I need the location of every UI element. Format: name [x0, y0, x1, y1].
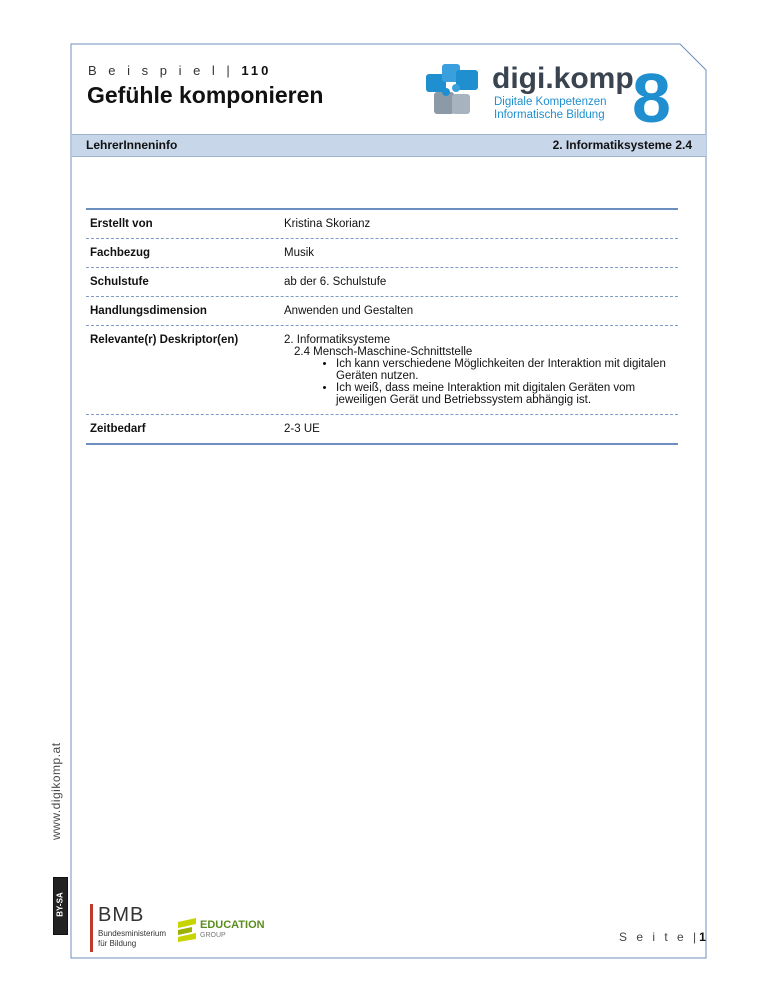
education-group-icon — [176, 916, 198, 942]
table-row — [86, 326, 678, 415]
row-key: Relevante(r) Deskriptor(en) — [90, 334, 239, 346]
row-key: Schulstufe — [90, 276, 149, 288]
row-value: Anwenden und Gestalten — [284, 305, 414, 317]
info-bar-right: 2. Informatiksysteme 2.4 — [552, 138, 692, 152]
page-label: S e i t e | — [619, 930, 700, 944]
table-row — [86, 415, 678, 443]
row-value: ab der 6. Schulstufe — [284, 276, 387, 288]
info-bar — [72, 134, 706, 157]
license-label: BY-SA — [55, 892, 65, 917]
descriptor-list — [284, 358, 678, 406]
bmb-fullname — [98, 929, 178, 949]
row-value: Kristina Skorianz — [284, 218, 371, 230]
descriptor-item: • Ich weiß, dass meine Interaktion mit digitalen Geräten vom jeweiligen Gerät und Betriebssystem abhängig ist. — [336, 382, 678, 406]
website-vertical-text: www.digikomp.at — [49, 742, 63, 840]
cc-license-icon — [53, 877, 68, 935]
table-row — [86, 297, 678, 326]
row-value: Musik — [284, 247, 315, 259]
table-row — [86, 268, 678, 297]
table-row — [86, 210, 678, 239]
row-key: Erstellt von — [90, 218, 153, 230]
page-title: Gefühle komponieren — [87, 82, 324, 108]
education-text: EDUCATION — [200, 919, 265, 931]
example-number: 110 — [241, 63, 272, 78]
row-value-block — [284, 326, 678, 414]
example-label-text: B e i s p i e l | — [88, 63, 234, 78]
info-table — [86, 208, 678, 445]
descriptor-category: 2. Informatiksysteme — [284, 334, 391, 346]
table-row — [86, 239, 678, 268]
bmb-acronym: BMB — [98, 904, 145, 926]
row-key: Zeitbedarf — [90, 423, 146, 435]
svg-text:Informatische Bildung: Informatische Bildung — [494, 109, 605, 121]
descriptor-item: • Ich kann verschiedene Möglichkeiten der Interaktion mit digitalen Geräten nutzen. — [336, 358, 678, 382]
page-number — [619, 930, 706, 944]
puzzle-icon — [426, 64, 478, 114]
bmb-line1: Bundesministerium — [98, 929, 167, 938]
info-bar-left: LehrerInneninfo — [86, 138, 178, 152]
row-key: Fachbezug — [90, 247, 151, 259]
group-text: GROUP — [200, 932, 226, 939]
bmb-line2: für Bildung — [98, 939, 137, 948]
page-number-value: 1 — [699, 930, 706, 944]
bmb-flag-bar — [90, 904, 93, 952]
svg-text:Digitale Kompetenzen: Digitale Kompetenzen — [494, 96, 607, 108]
example-label — [88, 63, 271, 78]
descriptor-subcategory: 2.4 Mensch-Maschine-Schnittstelle — [294, 346, 473, 358]
row-value: 2-3 UE — [284, 423, 320, 435]
svg-text:digi.komp: digi.komp — [492, 62, 634, 95]
education-group-logo — [176, 916, 265, 947]
svg-text:8: 8 — [632, 59, 671, 128]
digikomp-logo — [420, 56, 682, 128]
row-key: Handlungsdimension — [90, 305, 207, 317]
